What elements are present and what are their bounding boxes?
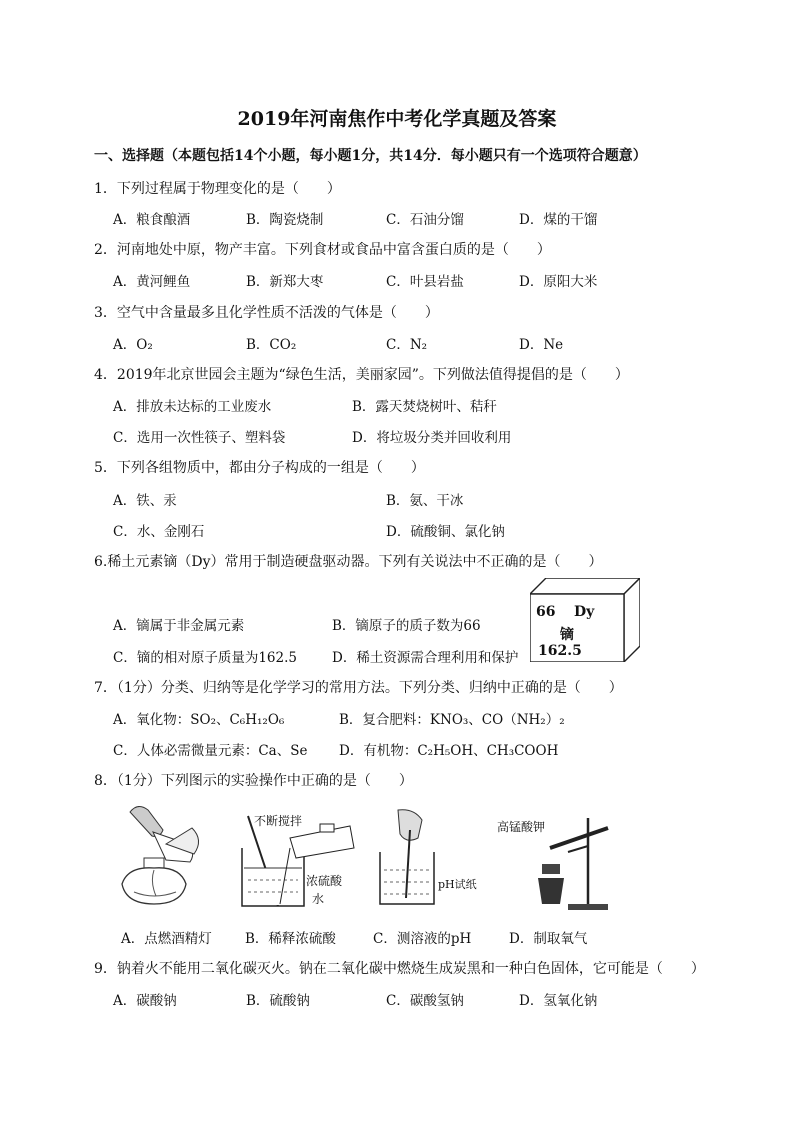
q9-option-d[interactable]: D．氢氧化钠 <box>519 993 598 1009</box>
q3-option-c[interactable]: C．N₂ <box>386 337 428 353</box>
q4-option-a[interactable]: A．排放未达标的工业废水 <box>113 399 272 415</box>
q5-option-a[interactable]: A．铁、汞 <box>113 493 177 509</box>
q5-option-d[interactable]: D．硫酸铜、氯化钠 <box>386 524 505 540</box>
q2-option-c[interactable]: C．叶县岩盐 <box>386 274 464 290</box>
question-9-stem: 9．钠着火不能用二氧化碳灭火。钠在二氧化碳中燃烧生成炭黑和一种白色固体，它可能是（ ） <box>94 961 705 977</box>
q7-option-d[interactable]: D．有机物：C₂H₅OH、CH₃COOH <box>339 743 559 759</box>
question-7-stem: 7．（1分）分类、归纳等是化学学习的常用方法。下列分类、归纳中正确的是（ ） <box>94 680 623 696</box>
ph-test-figure <box>378 808 438 908</box>
q7-option-c[interactable]: C．人体必需微量元素：Ca、Se <box>113 743 308 759</box>
q3-option-d[interactable]: D．Ne <box>519 337 564 353</box>
q4-option-c[interactable]: C．选用一次性筷子、塑料袋 <box>113 430 286 446</box>
q8-option-b[interactable]: B．稀释浓硫酸 <box>245 931 336 947</box>
element-symbol: Dy <box>574 604 595 620</box>
label-kmno4: 高锰酸钾 <box>497 820 546 834</box>
q4-option-b[interactable]: B．露天焚烧树叶、秸秆 <box>352 399 497 415</box>
question-3-stem: 3．空气中含量最多且化学性质不活泼的气体是（ ） <box>94 305 439 321</box>
alcohol-lamp-figure <box>108 800 208 910</box>
q2-option-d[interactable]: D．原阳大米 <box>519 274 598 290</box>
label-ph-paper: pH试纸 <box>438 878 477 891</box>
question-6-stem: 6.稀土元素镝（Dy）常用于制造硬盘驱动器。下列有关说法中不正确的是（ ） <box>94 554 603 570</box>
label-water: 水 <box>312 892 325 906</box>
q3-option-b[interactable]: B．CO₂ <box>246 337 297 353</box>
q7-option-a[interactable]: A．氧化物：SO₂、C₆H₁₂O₆ <box>113 712 285 728</box>
q5-option-c[interactable]: C．水、金刚石 <box>113 524 205 540</box>
element-mass: 162.5 <box>538 643 582 659</box>
q1-option-d[interactable]: D．煤的干馏 <box>519 212 598 228</box>
question-8-stem: 8．（1分）下列图示的实验操作中正确的是（ ） <box>94 773 413 789</box>
q6-option-d[interactable]: D．稀土资源需合理利用和保护 <box>332 650 519 666</box>
q6-option-a[interactable]: A．镝属于非金属元素 <box>113 618 245 634</box>
q8-option-d[interactable]: D．制取氧气 <box>509 931 588 947</box>
q8-option-c[interactable]: C．测溶液的pH <box>373 931 472 947</box>
q7-option-b[interactable]: B．复合肥料：KNO₃、CO（NH₂）₂ <box>339 712 565 728</box>
q4-option-d[interactable]: D．将垃圾分类并回收利用 <box>352 430 512 446</box>
q2-option-a[interactable]: A．黄河鲤鱼 <box>113 274 191 290</box>
question-4-stem: 4．2019年北京世园会主题为“绿色生活，美丽家园”。下列做法值得提倡的是（ ） <box>94 367 629 383</box>
question-2-stem: 2．河南地处中原，物产丰富。下列食材或食品中富含蛋白质的是（ ） <box>94 242 551 258</box>
element-card-dy <box>530 578 640 662</box>
label-stir: 不断搅拌 <box>254 814 303 828</box>
element-name: 镝 <box>560 627 574 643</box>
label-conc-acid: 浓硫酸 <box>306 874 343 888</box>
q1-option-b[interactable]: B．陶瓷烧制 <box>246 212 324 228</box>
q8-option-a[interactable]: A．点燃酒精灯 <box>121 931 212 947</box>
q1-option-c[interactable]: C．石油分馏 <box>386 212 464 228</box>
q6-option-c[interactable]: C．镝的相对原子质量为162.5 <box>113 650 297 666</box>
q5-option-b[interactable]: B．氨、干冰 <box>386 493 464 509</box>
question-1-stem: 1．下列过程属于物理变化的是（ ） <box>94 181 341 197</box>
question-5-stem: 5．下列各组物质中，都由分子构成的一组是（ ） <box>94 460 425 476</box>
q9-option-a[interactable]: A．碳酸钠 <box>113 993 177 1009</box>
section-heading: 一、选择题（本题包括14个小题，每小题1分，共14分．每小题只有一个选项符合题意） <box>94 148 647 164</box>
q6-option-b[interactable]: B．镝原子的质子数为66 <box>332 618 481 634</box>
page-title: 2019年河南焦作中考化学真题及答案 <box>237 108 557 130</box>
q1-option-a[interactable]: A．粮食酿酒 <box>113 212 191 228</box>
q9-option-b[interactable]: B．硫酸钠 <box>246 993 310 1009</box>
q2-option-b[interactable]: B．新郑大枣 <box>246 274 324 290</box>
element-number: 66 <box>536 604 556 620</box>
q3-option-a[interactable]: A．O₂ <box>113 337 153 353</box>
q9-option-c[interactable]: C．碳酸氢钠 <box>386 993 464 1009</box>
